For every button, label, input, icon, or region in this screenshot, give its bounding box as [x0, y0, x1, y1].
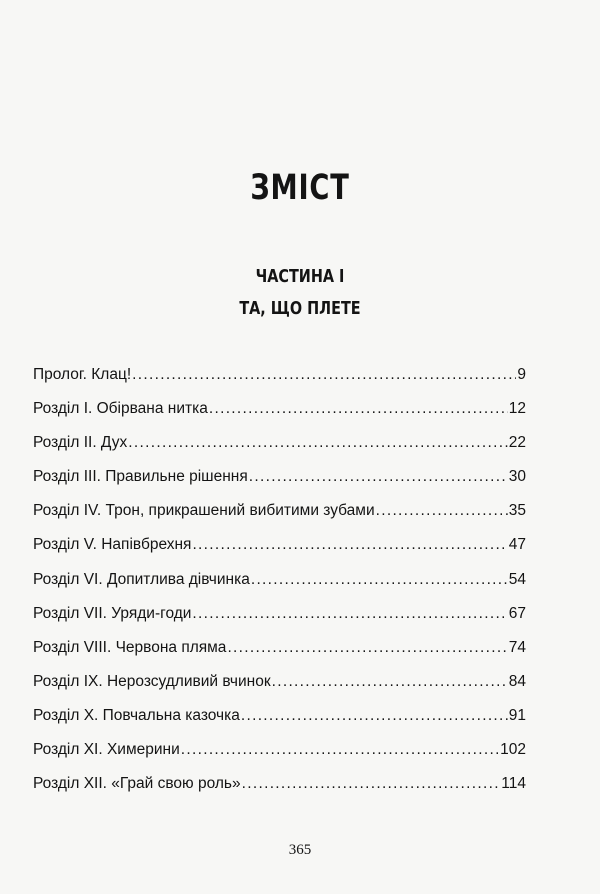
part-number: ЧАСТИНА І	[255, 266, 345, 287]
toc-entry-page: 102	[500, 741, 526, 759]
toc-leader-dots	[227, 635, 507, 661]
toc-leader-dots	[272, 669, 508, 695]
toc-leader-dots	[251, 567, 508, 593]
toc-entry	[33, 362, 526, 396]
toc-entry-page: 35	[508, 502, 526, 520]
toc-entry	[33, 703, 526, 737]
toc-entry	[33, 430, 526, 464]
toc-entry-title: Розділ ІІ. Дух	[33, 434, 128, 452]
toc-leader-dots	[132, 362, 516, 388]
part-title: ТА, ЩО ПЛЕТЕ	[239, 298, 361, 319]
toc-entry	[33, 771, 526, 805]
toc-entry-title: Розділ V. Напівбрехня	[33, 536, 192, 554]
page-title: ЗМІСТ	[250, 168, 350, 208]
toc-entry-page: 91	[508, 706, 526, 724]
toc-entry-title: Розділ XII. «Грай свою роль»	[33, 775, 241, 793]
toc-entry-page: 67	[508, 604, 526, 622]
toc-entry-title: Розділ VIII. Червона пляма	[33, 638, 227, 656]
toc-leader-dots	[128, 430, 507, 456]
toc-leader-dots	[181, 737, 499, 763]
toc-entry	[33, 567, 526, 601]
toc-entry-title: Розділ ІІІ. Правильне рішення	[33, 468, 248, 486]
table-of-contents	[33, 362, 526, 805]
toc-leader-dots	[192, 601, 507, 627]
toc-entry	[33, 532, 526, 566]
toc-entry	[33, 669, 526, 703]
toc-entry-page: 114	[501, 775, 526, 793]
toc-entry-page: 30	[508, 468, 526, 486]
toc-entry-title: Розділ X. Повчальна казочка	[33, 706, 240, 724]
toc-entry-title: Розділ І. Обірвана нитка	[33, 400, 208, 418]
toc-entry	[33, 498, 526, 532]
toc-entry-title: Розділ XI. Химерини	[33, 741, 180, 759]
toc-leader-dots	[241, 703, 508, 729]
toc-leader-dots	[192, 532, 507, 558]
toc-entry-page: 12	[508, 400, 526, 418]
toc-entry-page: 84	[508, 672, 526, 690]
toc-leader-dots	[249, 464, 508, 490]
toc-entry	[33, 464, 526, 498]
toc-entry-title: Розділ VI. Допитлива дівчинка	[33, 570, 250, 588]
toc-entry-page: 9	[517, 366, 526, 383]
toc-leader-dots	[209, 396, 508, 422]
toc-leader-dots	[376, 498, 508, 524]
toc-entry-page: 22	[508, 434, 526, 452]
toc-entry	[33, 635, 526, 669]
toc-entry	[33, 737, 526, 771]
toc-entry-page: 74	[508, 638, 526, 656]
toc-entry	[33, 601, 526, 635]
toc-entry-title: Розділ IV. Трон, прикрашений вибитими зубами	[33, 502, 375, 520]
page-number: 365	[288, 842, 312, 858]
toc-entry-page: 54	[508, 570, 526, 588]
toc-entry-page: 47	[508, 536, 526, 554]
toc-leader-dots	[242, 771, 501, 797]
toc-entry-title: Розділ VII. Уряди-годи	[33, 604, 192, 622]
toc-entry-title: Розділ IX. Нерозсудливий вчинок	[33, 672, 271, 690]
toc-entry-title: Пролог. Клац!	[33, 366, 132, 383]
toc-entry	[33, 396, 526, 430]
part-heading	[60, 261, 540, 325]
